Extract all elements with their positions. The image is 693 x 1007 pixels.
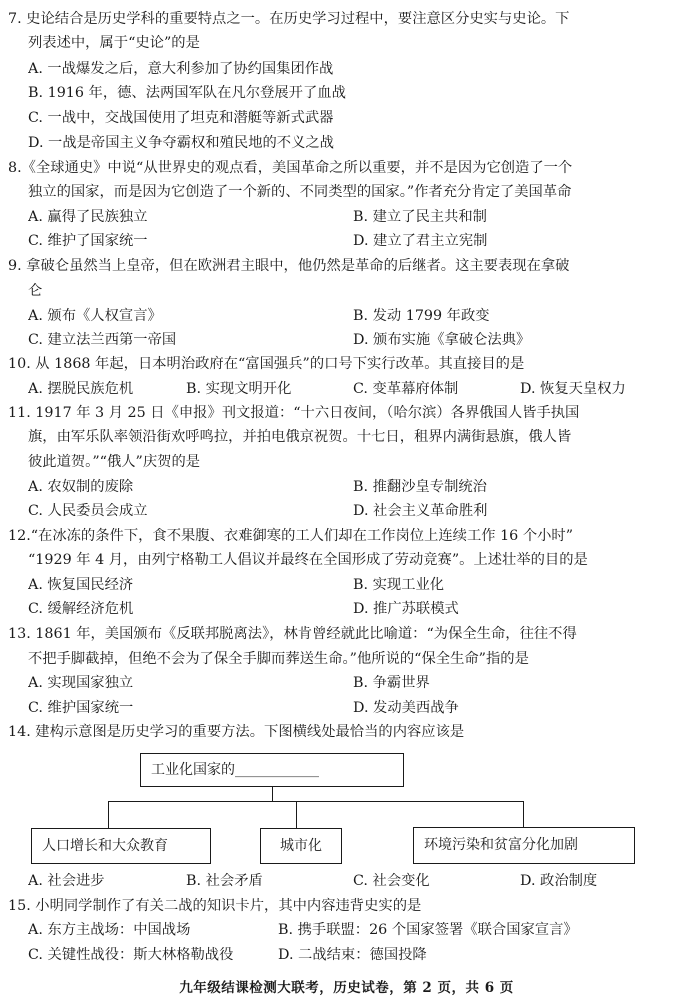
q9-options-row1 <box>28 305 683 327</box>
q7-stem-line2: 列表述中，属于“史论”的是 <box>28 35 200 51</box>
q8-stem-line1: 8.《全球通史》中说“从世界史的观点看，美国革命之所以重要，并不是因为它创造了一个 <box>8 160 573 176</box>
q13-option-a: A. 实现国家独立 <box>28 675 134 691</box>
q9-option-d: D. 颁布实施《拿破仑法典》 <box>353 332 531 348</box>
q9-options-row2 <box>28 329 683 351</box>
q10-option-b: B. 实现文明开化 <box>186 381 292 397</box>
diagram-connector-horizontal <box>108 801 524 802</box>
page-footer: 九年级结课检测大联考，历史试卷，第 2 页，共 6 页 <box>179 980 514 996</box>
q12-option-a: A. 恢复国民经济 <box>28 577 134 593</box>
q13-options-row2 <box>28 697 683 719</box>
q7-option-a: A. 一战爆发之后，意大利参加了协约国集团作战 <box>28 61 334 77</box>
q7-option-d: D. 一战是帝国主义争夺霸权和殖民地的不义之战 <box>28 135 334 151</box>
q8-option-b: B. 建立了民主共和制 <box>353 209 487 225</box>
q8-option-a: A. 赢得了民族独立 <box>28 209 148 225</box>
diagram-top-box: 工业化国家的____________ <box>140 753 404 787</box>
q14-option-c: C. 社会变化 <box>353 873 430 889</box>
diagram-box-pollution-inequality: 环境污染和贫富分化加剧 <box>413 827 635 864</box>
q8-option-c: C. 维护了国家统一 <box>28 233 148 249</box>
q12-option-b: B. 实现工业化 <box>353 577 445 593</box>
q11-stem-line3: 彼此道贺。”“俄人”庆贺的是 <box>28 454 201 470</box>
q14-option-a: A. 社会进步 <box>28 873 105 889</box>
diagram-connector-middle <box>296 801 297 828</box>
q10-option-c: C. 变革幕府体制 <box>353 381 459 397</box>
q10-option-d: D. 恢复天皇权力 <box>520 381 626 397</box>
q15-options-row1 <box>28 919 683 941</box>
q15-option-a: A. 东方主战场：中国战场 <box>28 922 191 938</box>
q11-option-d: D. 社会主义革命胜利 <box>353 503 488 519</box>
q12-option-c: C. 缓解经济危机 <box>28 601 134 617</box>
q8-stem-line2: 独立的国家，而是因为它创造了一个新的、不同类型的国家。”作者充分肯定了美国革命 <box>28 184 572 200</box>
q14-option-d: D. 政治制度 <box>520 873 598 889</box>
q9-stem-line2: 仑 <box>28 283 43 299</box>
q9-option-b: B. 发动 1799 年政变 <box>353 308 490 324</box>
q9-option-c: C. 建立法兰西第一帝国 <box>28 332 177 348</box>
q13-stem-line2: 不把手脚截掉，但绝不会为了保全手脚而葬送生命。”他所说的“保全生命”指的是 <box>28 651 529 667</box>
q13-option-b: B. 争霸世界 <box>353 675 430 691</box>
q9-option-a: A. 颁布《人权宣言》 <box>28 308 162 324</box>
q15-option-b: B. 携手联盟：26 个国家签署《联合国家宣言》 <box>278 922 578 938</box>
q7-option-b: B. 1916 年，德、法两国军队在凡尔登展开了血战 <box>28 85 346 101</box>
q15-option-d: D. 二战结束：德国投降 <box>278 947 427 963</box>
q12-options-row1 <box>28 574 683 596</box>
q12-stem-line1: 12.“在冰冻的条件下，食不果腹、衣难御寒的工人们却在工作岗位上连续工作 16 个小时” <box>8 528 574 544</box>
q10-stem-line1: 10. 从 1868 年起，日本明治政府在“富国强兵”的口号下实行改革。其直接目的是 <box>8 356 525 372</box>
q10-option-a: A. 摆脱民族危机 <box>28 381 134 397</box>
q12-options-row2 <box>28 598 683 620</box>
q11-stem-line2: 旗，由军乐队率领沿街欢呼鸣拉，并拍电俄京祝贺。十七日，租界内满街悬旗，俄人皆 <box>28 429 572 445</box>
q14-option-b: B. 社会矛盾 <box>186 873 263 889</box>
diagram-box-population-education: 人口增长和大众教育 <box>31 828 211 864</box>
q15-options-row2 <box>28 944 683 966</box>
q14-stem-line1: 14. 建构示意图是历史学习的重要方法。下图横线处最恰当的内容应该是 <box>8 724 465 740</box>
q8-option-d: D. 建立了君主立宪制 <box>353 233 488 249</box>
q11-stem-line1: 11. 1917 年 3 月 25 日《申报》刊文报道：“十六日夜间，（哈尔滨）各界俄国人皆手执国 <box>8 405 580 421</box>
q11-option-b: B. 推翻沙皇专制统治 <box>353 479 487 495</box>
q15-stem-line1: 15. 小明同学制作了有关二战的知识卡片，其中内容违背史实的是 <box>8 898 422 914</box>
q12-option-d: D. 推广苏联模式 <box>353 601 459 617</box>
q7-option-c: C. 一战中，交战国使用了坦克和潜艇等新式武器 <box>28 110 334 126</box>
q14-options-row <box>28 870 683 892</box>
diagram-box-urbanization: 城市化 <box>260 828 342 864</box>
q8-options-row2 <box>28 230 683 252</box>
diagram-connector-vertical <box>272 787 273 802</box>
q13-options-row1 <box>28 672 683 694</box>
q15-option-c: C. 关键性战役：斯大林格勒战役 <box>28 947 234 963</box>
q13-option-d: D. 发动美西战争 <box>353 700 459 716</box>
q7-stem-line1: 7. 史论结合是历史学科的重要特点之一。在历史学习过程中，要注意区分史实与史论。下 <box>8 11 570 27</box>
q13-stem-line1: 13. 1861 年，美国颁布《反联邦脱离法》，林肯曾经就此比喻道：“为保全生命，往往不得 <box>8 626 577 642</box>
q11-option-a: A. 农奴制的废除 <box>28 479 134 495</box>
q11-option-c: C. 人民委员会成立 <box>28 503 148 519</box>
q8-options-row1 <box>28 206 683 228</box>
diagram-connector-right <box>523 801 524 827</box>
q11-options-row2 <box>28 500 683 522</box>
q10-options-row <box>28 378 683 400</box>
q9-stem-line1: 9. 拿破仑虽然当上皇帝，但在欧洲君主眼中，他仍然是革命的后继者。这主要表现在拿破 <box>8 258 570 274</box>
q12-stem-line2: “1929 年 4 月，由列宁格勒工人倡议并最终在全国形成了劳动竞赛”。上述壮举的目的是 <box>28 552 588 568</box>
q11-options-row1 <box>28 476 683 498</box>
diagram-connector-left <box>108 801 109 828</box>
q13-option-c: C. 维护国家统一 <box>28 700 134 716</box>
